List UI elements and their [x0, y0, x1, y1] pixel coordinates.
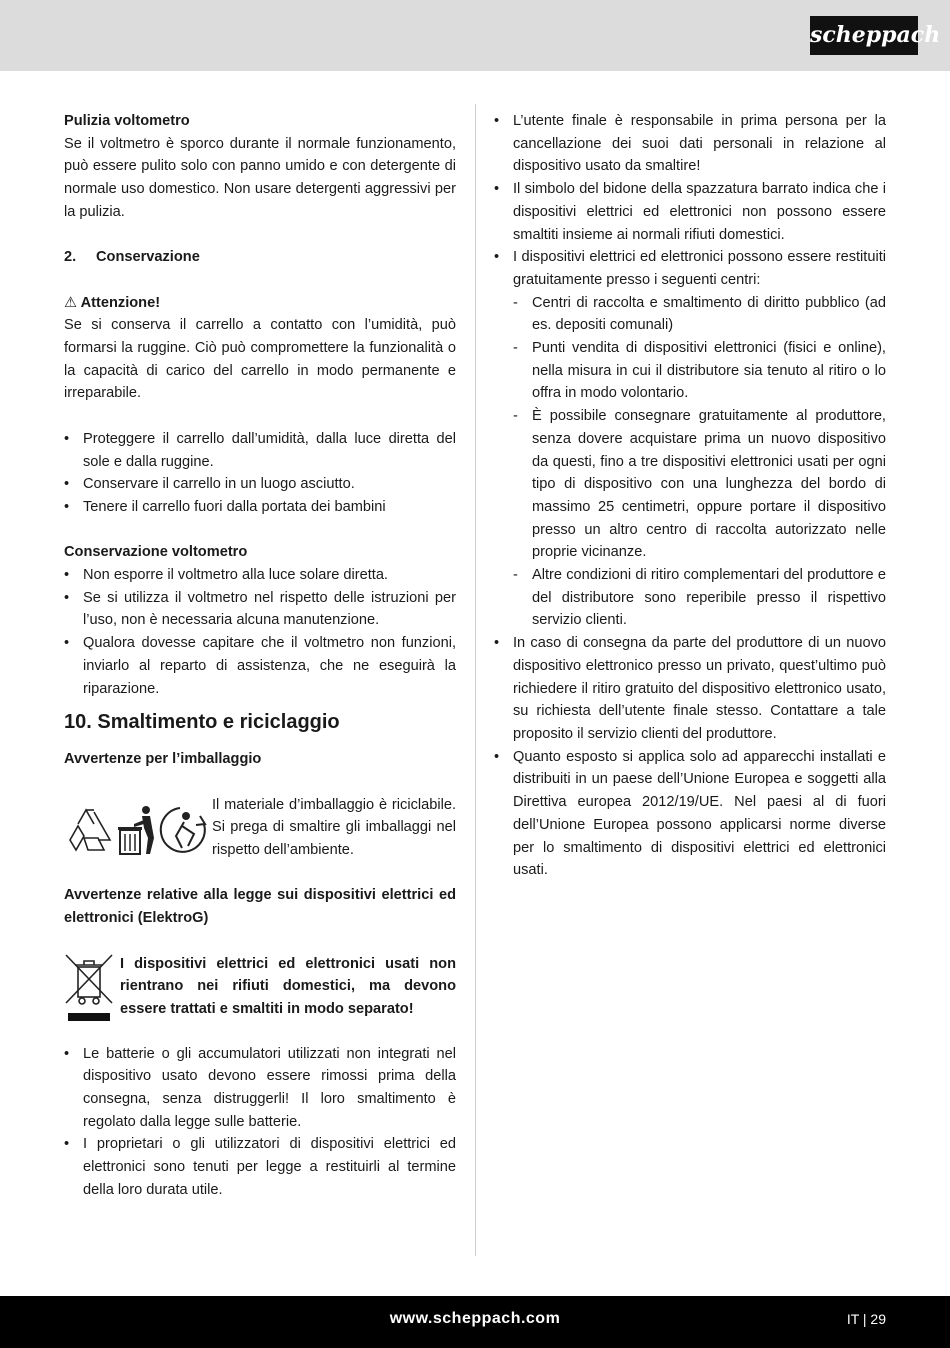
pulizia-title: Pulizia voltometro [64, 113, 190, 129]
column-divider [475, 104, 476, 1256]
list-item: • I proprietari o gli utilizzatori di dispositivi elettrici ed elettronici sono tenuti per legge a restituirli al termine della loro durata utile. [64, 1133, 456, 1201]
list-item: • Non esporre il voltmetro alla luce solare diretta. [64, 564, 456, 587]
list-item: • Il simbolo del bidone della spazzatura barrato indica che i dispositivi elettrici ed elettronici non possono essere smaltiti insieme ai normali rifiuti domestici. [494, 178, 886, 246]
triman-icon [161, 808, 205, 852]
list-item: • Se si utilizza il voltmetro nel rispetto delle istruzioni per l’uso, non è necessaria alcuna manutenzione. [64, 587, 456, 632]
conservazione-number: 2. [64, 249, 77, 266]
list-item: • Quanto esposto si applica solo ad apparecchi installati e distribuiti in un paese dell’Unione Europea e soggetti alla Direttiva europea 2012/19/UE. Nel paesi al di fuori dell’Unione Europea possono applicarsi norme diverse per lo smaltimento di dispositivi elettrici ed elettronici usati. [494, 746, 886, 882]
website-link[interactable]: www.scheppach.com [389, 1310, 561, 1327]
list-item: • In caso di consegna da parte del produttore di un nuovo dispositivo elettronico presso un privato, quest’ultimo può richiedere il ritiro gratuito del dispositivo elettronico usato, su richiesta dell’utente finale stesso. Contattare a tale proposito il servizio clienti del produttore. [494, 632, 886, 746]
scheppach-logo: scheppach [810, 16, 918, 55]
warning-title: Attenzione! [80, 294, 161, 311]
warning-heading [64, 292, 456, 315]
warning-icon: ⚠ [64, 294, 78, 311]
elektrog-title: Avvertenze relative alla legge sui dispositivi elettrici ed elettronici (ElektroG) [64, 887, 456, 927]
list-item: • Le batterie o gli accumulatori utilizzati non integrati nel dispositivo usato devono essere rimossi prima della consegna, senza distruggerli! Il loro smaltimento è regolato dalla legge sulle batterie. [64, 1043, 456, 1134]
dash-item: - Punti vendita di dispositivi elettronici (fisici e online), nella misura in cui il distributore sia tenuto al ritiro o lo offra in modo volontario. [513, 337, 886, 405]
trash-person-icon [118, 806, 154, 854]
dash-item: - Altre condizioni di ritiro complementari del produttore e del distributore sono reperibile presso il rispettivo servizio clienti. [513, 564, 886, 632]
disposal-list [494, 110, 886, 882]
list-item: • Qualora dovesse capitare che il voltmetro non funzioni, inviarlo al reparto di assistenza, che ne eseguirà la riparazione. [64, 632, 456, 700]
conservazione-title: Conservazione [96, 249, 200, 266]
packaging-icons [64, 794, 212, 862]
footer-bar [0, 1296, 950, 1348]
weee-block [64, 953, 456, 1033]
weee-text: I dispositivi elettrici ed elettronici usati non rientrano nei rifiuti domestici, ma devono essere trattati e smaltiti in modo separato! [120, 955, 456, 1017]
recycle-icon [64, 794, 212, 862]
header-bar [0, 0, 950, 71]
return-centers-list [513, 292, 886, 633]
left-column [64, 110, 456, 1201]
warning-text: Se si conserva il carrello a contatto con l’umidità, può formarsi la ruggine. Ciò può compromettere la funzionalità o la capacità di carico del carrello in modo permanente e irreparabile. [64, 317, 456, 402]
crossed-bin-icon [64, 953, 120, 1033]
list-item: • Conservare il carrello in un luogo asciutto. [64, 473, 456, 496]
voltometro-title: Conservazione voltometro [64, 544, 248, 561]
list-item-text: I dispositivi elettrici ed elettronici possono essere restituiti gratuitamente presso i seguenti centri: [513, 249, 886, 288]
conservazione-heading [64, 246, 456, 269]
list-item: • Proteggere il carrello dall’umidità, dalla luce diretta del sole e dalla ruggine. [64, 428, 456, 473]
dash-item: - Centri di raccolta e smaltimento di diritto pubblico (ad es. depositi comunali) [513, 292, 886, 337]
list-item [494, 246, 886, 632]
pulizia-text: Se il voltmetro è sporco durante il normale funzionamento, può essere pulito solo con panno umido e con detergente di normale uso domestico. Non usare detergenti aggressivi per la pulizia. [64, 135, 456, 220]
dash-item: - È possibile consegnare gratuitamente al produttore, senza dovere acquistare prima un nuovo dispositivo da questi, fino a tre dispositivi elettronici usati per ogni tipo di dispositivo con una lunghezza del bordo di massimo 25 centimetri, oppure portare il dispositivo presso un altro centro di raccolta autorizzato nelle proprie vicinanze. [513, 405, 886, 564]
weee-list [64, 1043, 456, 1202]
conservazione-list [64, 428, 456, 519]
packaging-block [64, 794, 456, 862]
section-title: 10. Smaltimento e riciclaggio [64, 711, 340, 734]
page-number: IT | 29 [846, 1311, 886, 1327]
list-item: • Tenere il carrello fuori dalla portata dei bambini [64, 496, 456, 519]
voltometro-list [64, 564, 456, 700]
imballaggio-title: Avvertenze per l’imballaggio [64, 751, 262, 768]
right-column [494, 110, 886, 882]
list-item: • L’utente finale è responsabile in prima persona per la cancellazione dei suoi dati personali in relazione al dispositivo usato da smaltire! [494, 110, 886, 178]
imballaggio-text: Il materiale d’imballaggio è riciclabile. Si prega di smaltire gli imballaggi nel rispetto dell’ambiente. [212, 796, 456, 859]
